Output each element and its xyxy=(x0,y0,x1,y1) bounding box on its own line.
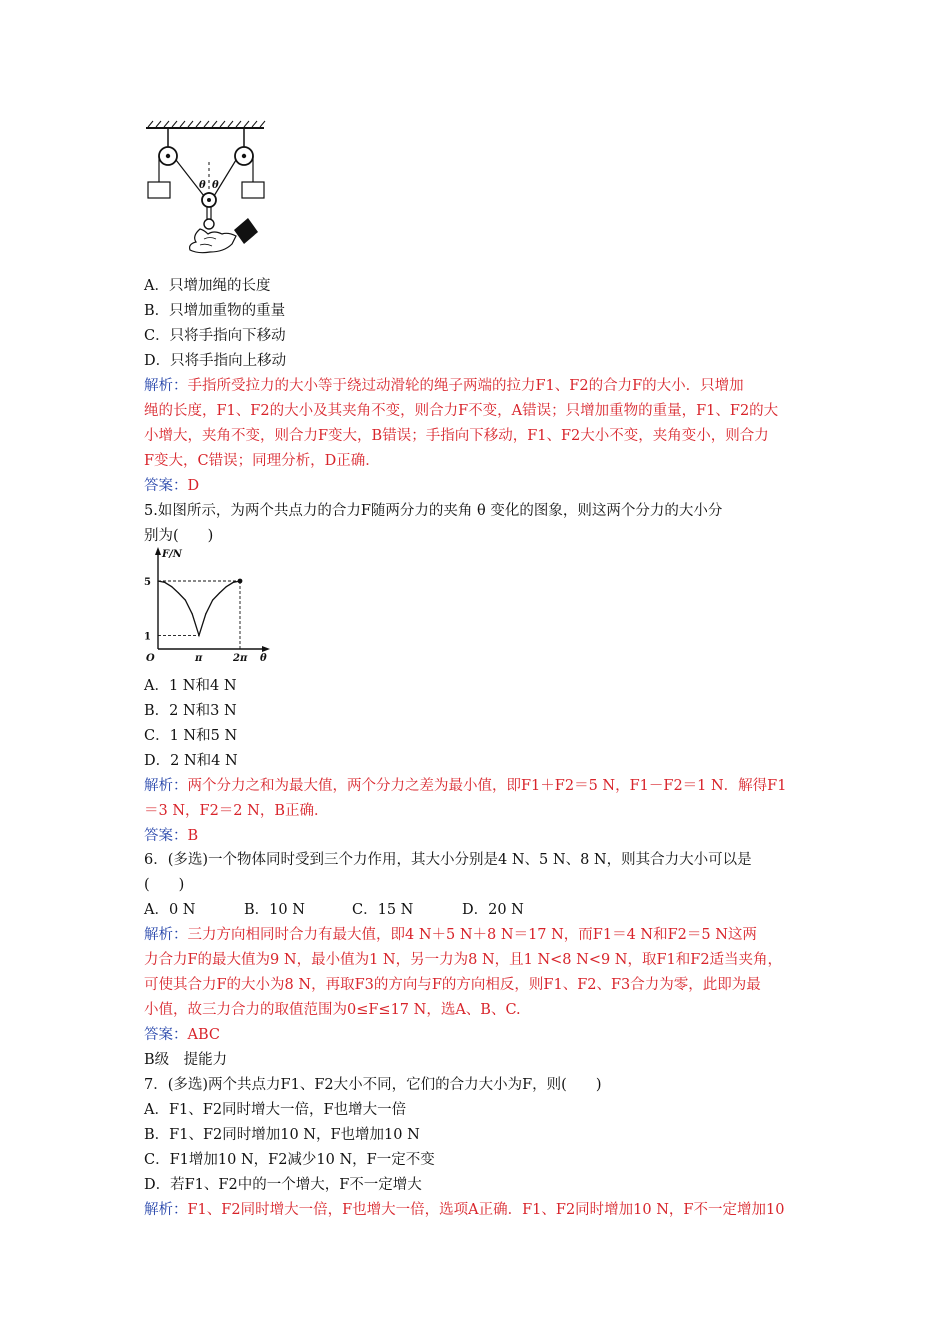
data-point xyxy=(219,592,220,593)
data-point xyxy=(157,580,158,581)
data-point xyxy=(233,582,234,583)
y-tick-label: 5 xyxy=(144,577,151,588)
section-heading: B级 提能力 xyxy=(144,1052,228,1068)
q5-stem-line-1: 5.如图所示，为两个共点力的合力F随两分力的夹角 θ 变化的图象，则这两个分力的大小分 xyxy=(144,503,723,519)
q4-option-b: B．只增加重物的重量 xyxy=(144,303,286,319)
y-axis-label: F/N xyxy=(162,549,182,560)
x-axis-label: θ xyxy=(260,653,267,664)
data-point xyxy=(205,613,206,614)
q4-answer: 答案：D xyxy=(144,478,200,494)
data-point xyxy=(192,613,193,614)
q7-option-c: C．F1增加10 N，F2减少10 N，F一定不变 xyxy=(144,1152,435,1168)
q4-analysis-line-1: 解析：手指所受拉力的大小等于绕过动滑轮的绳子两端的拉力F1、F2的合力F的大小．只增加 xyxy=(144,378,744,394)
q7-option-d: D．若F1、F2中的一个增大，F不一定增大 xyxy=(144,1177,422,1193)
q4-analysis-line-2: 绳的长度，F1、F2的大小及其夹角不变，则合力F不变，A错误；只增加重物的重量，F1、F2的大 xyxy=(144,403,779,419)
q5-answer: 答案：B xyxy=(144,828,199,844)
q6-stem-line-1: 6．(多选)一个物体同时受到三个力作用，其大小分别是4 N、5 N、8 N，则其合力大小可以是 xyxy=(144,852,752,868)
x-tick-label: 2π xyxy=(233,653,248,664)
data-point xyxy=(185,599,186,600)
q4-analysis-line-4: F变大，C错误；同理分析，D正确． xyxy=(144,453,380,469)
q6-answer: 答案：ABC xyxy=(144,1027,220,1043)
q6-stem-line-2: ( ) xyxy=(144,877,185,893)
q6-option-d: D．20 N xyxy=(462,902,524,918)
q7-option-b: B．F1、F2同时增加10 N，F也增加10 N xyxy=(144,1127,420,1143)
series-line xyxy=(158,581,240,635)
x-axis-arrow xyxy=(262,646,270,652)
data-point xyxy=(164,582,165,583)
q4-option-c: C．只将手指向下移动 xyxy=(144,328,286,344)
q5-analysis-line-1: 解析：两个分力之和为最大值，两个分力之差为最小值，即F1＋F2＝5 N，F1－F2＝1 N．解得F1 xyxy=(144,778,787,794)
q7-option-a: A．F1、F2同时增大一倍，F也增大一倍 xyxy=(144,1102,407,1118)
q4-analysis-line-3: 小增大，夹角不变，则合力F变大，B错误；手指向下移动，F1、F2大小不变，夹角变小，则合力 xyxy=(144,428,769,444)
q6-analysis-line-3: 可使其合力F的大小为8 N，再取F3的方向与F的方向相反，则F1、F2、F3合力为零，此即为最 xyxy=(144,977,761,993)
y-axis-arrow xyxy=(155,547,161,555)
q7-analysis-line-1: 解析：F1、F2同时增大一倍，F也增大一倍，选项A正确．F1、F2同时增加10 N，F不一定增加10 xyxy=(144,1202,785,1218)
q5-option-b: B．2 N和3 N xyxy=(144,703,237,719)
q6-analysis-line-2: 力合力F的最大值为9 N，最小值为1 N，另一力为8 N，且1 N<8 N<9 N，取F1和F2适当夹角， xyxy=(144,952,783,968)
data-point xyxy=(171,586,172,587)
q5-stem-line-2: 别为( ) xyxy=(144,528,214,544)
q6-option-a: A．0 N xyxy=(144,902,196,918)
y-tick-label: 1 xyxy=(144,631,151,643)
q5-option-a: A．1 N和4 N xyxy=(144,678,237,694)
data-point xyxy=(226,586,227,587)
pulley-figure xyxy=(140,118,280,278)
q4-option-a: A．只增加绳的长度 xyxy=(144,278,271,294)
x-tick-label: O xyxy=(146,653,155,664)
q6-option-b: B．10 N xyxy=(244,902,305,918)
q6-option-c: C．15 N xyxy=(352,902,414,918)
data-point xyxy=(178,592,179,593)
q7-stem: 7．(多选)两个共点力F1、F2大小不同，它们的合力大小为F，则( ) xyxy=(144,1077,602,1093)
x-tick-label: π xyxy=(195,653,203,664)
q5-analysis-line-2: ＝3 N，F2＝2 N，B正确． xyxy=(144,803,329,819)
q6-analysis-line-1: 解析：三力方向相同时合力有最大值，即4 N＋5 N＋8 N＝17 N，而F1＝4 N和F2＝5 N这两 xyxy=(144,927,757,943)
theta-label-left: θ xyxy=(199,180,206,191)
data-point xyxy=(212,599,213,600)
data-point xyxy=(198,635,199,636)
force-angle-chart xyxy=(140,545,280,665)
q5-option-c: C．1 N和5 N xyxy=(144,728,238,744)
q5-option-d: D．2 N和4 N xyxy=(144,753,238,769)
q4-option-d: D．只将手指向上移动 xyxy=(144,353,287,369)
q6-analysis-line-4: 小值，故三力合力的取值范围为0≤F≤17 N，选A、B、C. xyxy=(144,1002,521,1018)
data-point xyxy=(238,579,243,584)
theta-label-right: θ xyxy=(212,180,219,191)
